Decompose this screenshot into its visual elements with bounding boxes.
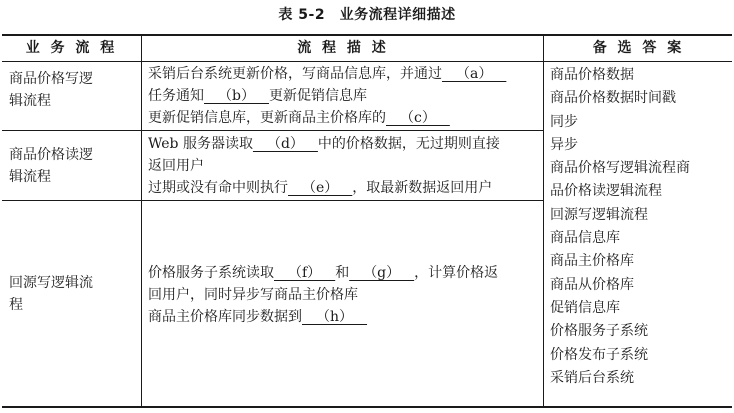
option-item: 促销信息库 [550,299,620,316]
table-caption: 表 5-2 业务流程详细描述 [278,7,456,23]
process-name: 商品价格写逻 辑流程 [9,71,93,109]
answer-blank-b: （b） [204,88,269,104]
option-item: 商品从价格库 [550,276,634,293]
option-item: 商品价格写逻辑流程商 [550,160,690,177]
process-table [2,34,732,408]
description-line: 过期或没有命中则执行 （e） ，取最新数据返回用户 [148,180,493,196]
row-divider [2,200,543,201]
row-divider [2,130,543,131]
option-item: 采销后台系统 [550,369,634,386]
header-description: 流 程 描 述 [297,40,389,56]
answer-blank-d: （d） [252,136,318,152]
header-divider [2,61,732,62]
description-line: 更新促销信息库，更新商品主价格库的 （c） [148,110,450,126]
options-list [550,64,690,390]
option-item: 品价格读逻辑流程 [550,183,662,200]
answer-blank-a: （a） [442,66,507,82]
answer-blank-e: （e） [288,180,353,196]
process-description [148,63,506,129]
answer-blank-c: （c） [386,110,450,126]
option-item: 价格服务子系统 [550,323,648,340]
column-divider [543,36,544,406]
option-item: 回源写逻辑流程 [550,206,648,223]
header-process: 业 务 流 程 [25,40,118,56]
option-item: 商品价格数据时间戳 [550,90,676,107]
option-item: 商品价格数据 [550,67,634,83]
description-line: 回用户，同时异步写商品主价格库 [148,287,358,303]
answer-blank-f: （f） [274,265,336,281]
column-divider [141,36,142,406]
description-line: 价格服务子系统读取 （f） 和 （g） ，计算价格返 [148,265,499,281]
option-item: 商品信息库 [550,230,620,247]
description-line: Web 服务器读取 （d） 中的价格数据，无过期则直接 [148,136,500,152]
option-item: 同步 [550,113,578,130]
process-description [148,133,500,199]
option-item: 异步 [550,136,578,153]
description-line: 商品主价格库同步数据到 （h） [148,309,368,325]
description-line: 返回用户 [148,158,204,174]
option-item: 价格发布子系统 [550,346,648,363]
process-description [148,262,498,328]
process-name: 回源写逻辑流 程 [9,275,93,313]
answer-blank-h: （h） [302,309,368,325]
description-line: 任务通知 （b） 更新促销信息库 [148,88,367,104]
option-item: 商品主价格库 [550,253,634,270]
header-options: 备 选 答 案 [592,40,685,56]
process-name: 商品价格读逻 辑流程 [9,147,93,185]
answer-blank-g: （g） [349,265,415,281]
description-line: 采销后台系统更新价格，写商品信息库，并通过 （a） [148,66,507,82]
